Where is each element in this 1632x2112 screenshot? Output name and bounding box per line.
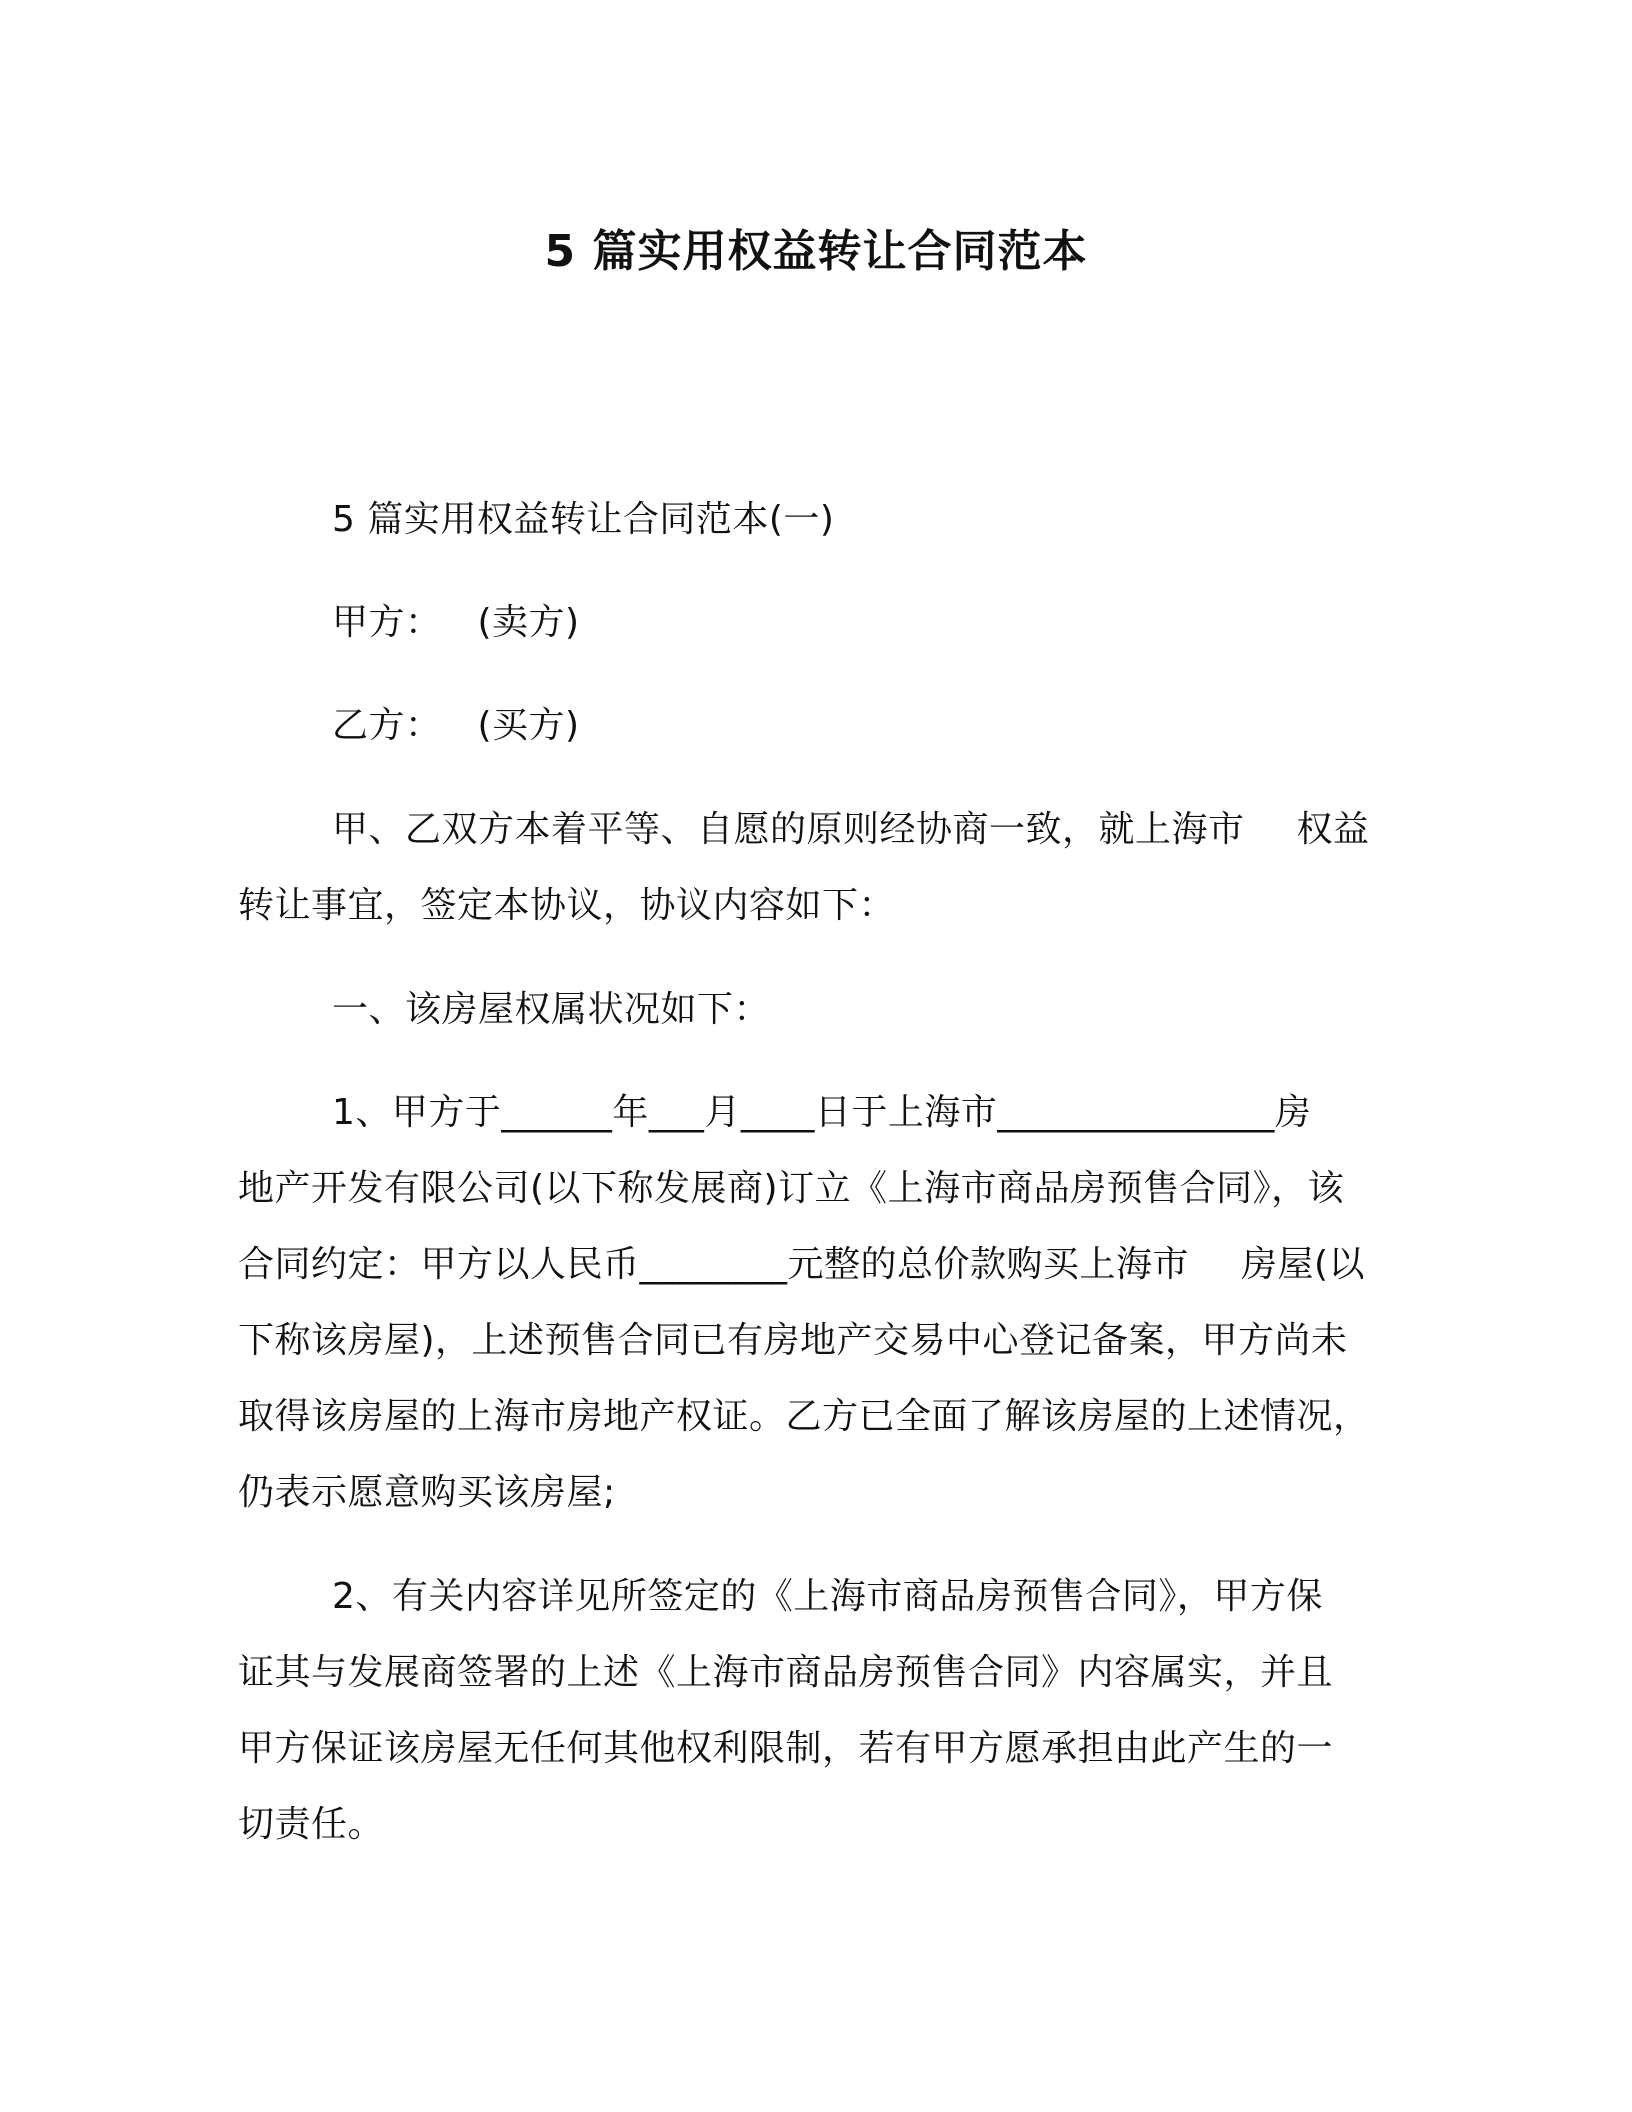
section-heading: 5 篇实用权益转让合同范本(一) <box>332 499 835 540</box>
intro-line-1 <box>332 792 1370 868</box>
party-a-role: (卖方) <box>477 602 580 643</box>
item-2-line-1: 2、有关内容详见所签定的《上海市商品房预售合同》，甲方保 <box>332 1576 1323 1617</box>
party-b-label: 乙方： <box>332 705 442 746</box>
item-1-line-1: 1、甲方于______年___月____日于上海市_______________房 <box>332 1092 1312 1133</box>
party-a-line <box>332 585 580 661</box>
item-1-line-6: 仍表示愿意购买该房屋; <box>238 1472 616 1513</box>
party-b-line <box>332 688 580 764</box>
intro-line-2: 转让事宜，签定本协议，协议内容如下： <box>238 885 896 926</box>
item-1-line-3-tail: 房屋(以 <box>1241 1244 1366 1285</box>
item-2-line-4: 切责任。 <box>238 1804 385 1845</box>
item-1-line-5: 取得该房屋的上海市房地产权证。乙方已全面了解该房屋的上述情况， <box>238 1396 1370 1437</box>
item-2-line-2: 证其与发展商签署的上述《上海市商品房预售合同》内容属实，并且 <box>238 1652 1334 1693</box>
item-2-line-3: 甲方保证该房屋无任何其他权利限制，若有甲方愿承担由此产生的一 <box>238 1728 1334 1769</box>
item-1-line-4: 下称该房屋)，上述预售合同已有房地产交易中心登记备案，甲方尚未 <box>238 1320 1348 1361</box>
item-1-line-3 <box>238 1227 1365 1303</box>
party-a-label: 甲方： <box>332 602 442 643</box>
item-1-line-3-text: 合同约定：甲方以人民币________元整的总价款购买上海市 <box>238 1244 1190 1285</box>
intro-line-1-text: 甲、乙双方本着平等、自愿的原则经协商一致，就上海市 <box>332 809 1245 850</box>
intro-line-1-tail: 权益 <box>1296 809 1370 850</box>
clause-one-heading: 一、该房屋权属状况如下： <box>332 989 771 1030</box>
party-b-role: (买方) <box>477 705 580 746</box>
item-1-line-2: 地产开发有限公司(以下称发展商)订立《上海市商品房预售合同》，该 <box>238 1168 1345 1209</box>
document-title: 5 篇实用权益转让合同范本 <box>544 226 1088 277</box>
